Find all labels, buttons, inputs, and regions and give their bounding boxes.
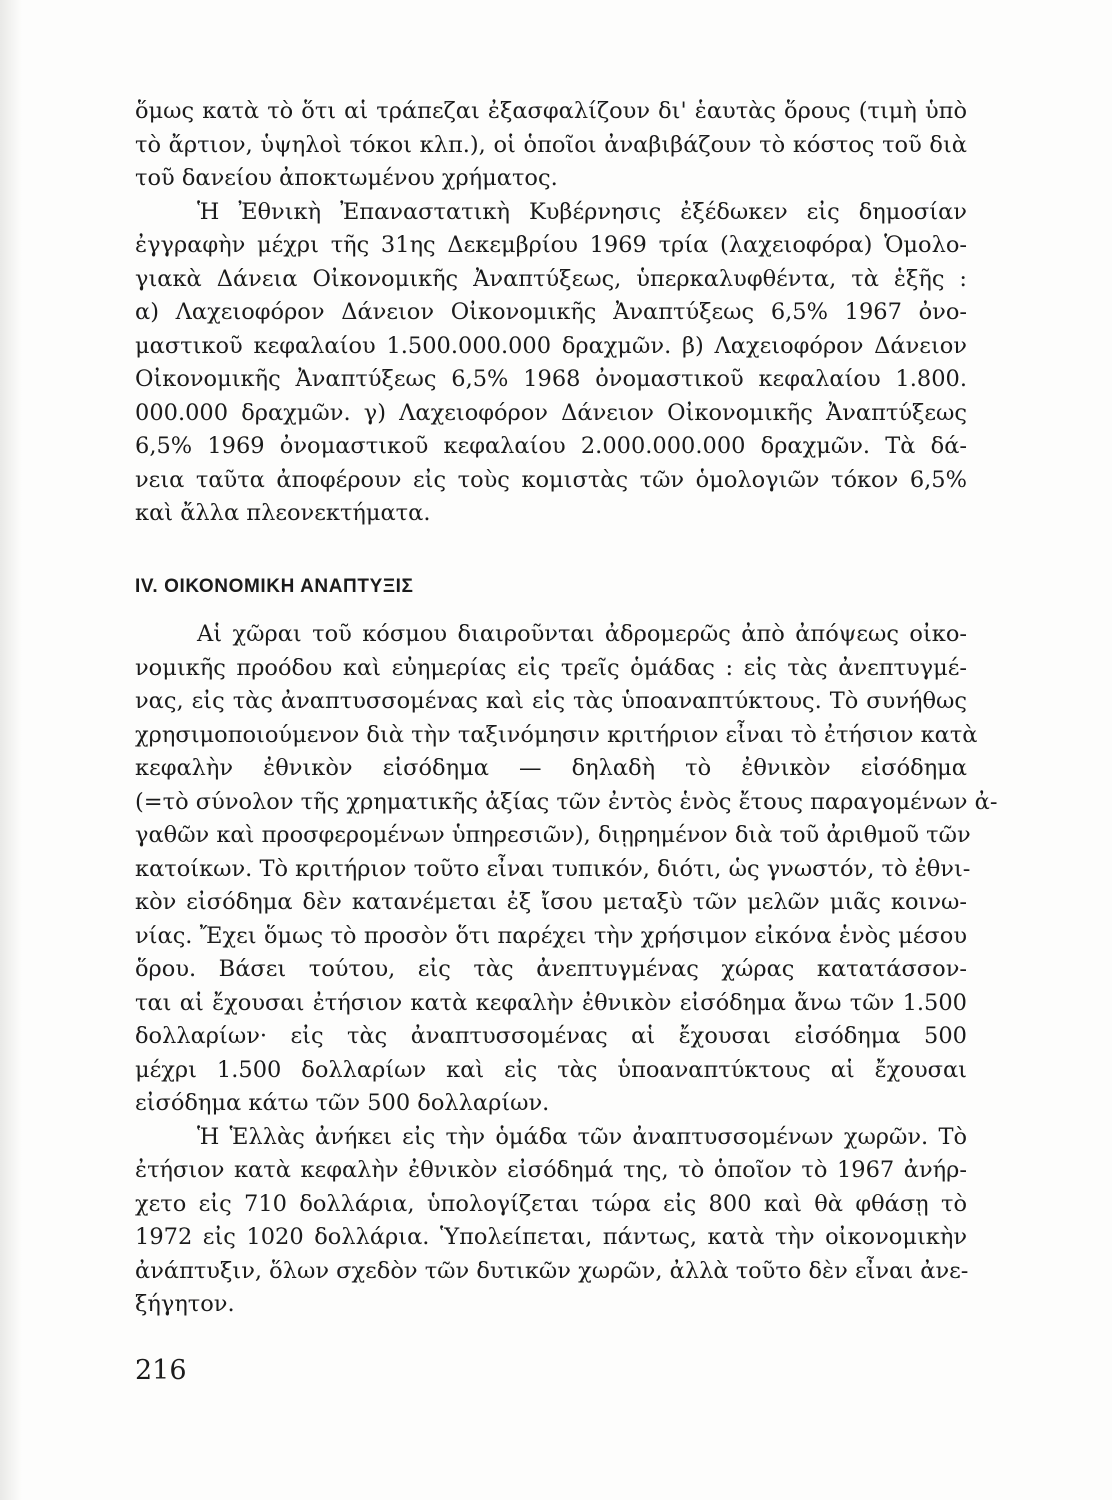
section-heading: IV. ΟΙΚΟΝΟΜΙΚΗ ΑΝΑΠΤΥΞΙΣ	[135, 576, 414, 597]
text-line: ὅμως κατὰ τὸ ὅτι αἱ τράπεζαι ἐξασφαλίζουν δι' ἑαυτὰς ὅρους (τιμὴ ὑπὸ	[135, 98, 967, 124]
text-line: κεφαλὴν ἐθνικὸν εἰσόδημα — δηλαδὴ τὸ ἐθνικὸν εἰσόδημα	[135, 755, 967, 781]
text-line: νίας. Ἔχει ὅμως τὸ προσὸν ὅτι παρέχει τὴν χρήσιμον εἰκόνα ἑνὸς μέσου	[135, 922, 967, 949]
text-line: α) Λαχειοφόρον Δάνειον Οἰκονομικῆς Ἀναπτύξεως 6,5% 1967 ὀνο-	[135, 299, 967, 325]
body-text-bottom	[135, 618, 998, 1322]
text-line: ξήγητον.	[135, 1291, 235, 1317]
text-line: ται αἱ ἔχουσαι ἐτήσιον κατὰ κεφαλὴν ἐθνικὸν εἰσόδημα ἄνω τῶν 1.500	[135, 989, 967, 1016]
text-line: ἐγγραφὴν μέχρι τῆς 31ης Δεκεμβρίου 1969 τρία (λαχειοφόρα) Ὁμολο-	[135, 232, 967, 258]
paragraph-loans	[135, 196, 967, 531]
text-line: χρησιμοποιούμενον διὰ τὴν ταξινόμησιν κριτήριον εἶναι τὸ ἐτήσιον κατὰ	[135, 721, 978, 748]
text-line: Ἡ Ἐθνικὴ Ἐπαναστατικὴ Κυβέρνησις ἐξέδωκεν εἰς δημοσίαν	[197, 198, 967, 225]
text-line: μαστικοῦ κεφαλαίου 1.500.000.000 δραχμῶν. β) Λαχειοφόρον Δάνειον	[135, 332, 967, 359]
text-line: χετο εἰς 710 δολλάρια, ὑπολογίζεται τώρα εἰς 800 καὶ θὰ φθάσῃ τὸ	[135, 1190, 967, 1217]
text-line: (=τὸ σύνολον τῆς χρηματικῆς ἀξίας τῶν ἐντὸς ἑνὸς ἔτους παραγομένων ἀ-	[135, 788, 998, 815]
text-line: νομικῆς προόδου καὶ εὐημερίας εἰς τρεῖς ὁμάδας : εἰς τὰς ἀνεπτυγμέ-	[135, 654, 967, 681]
paragraph-continuation	[135, 95, 967, 196]
text-line: 000.000 δραχμῶν. γ) Λαχειοφόρον Δάνειον Οἰκονομικῆς Ἀναπτύξεως	[135, 399, 967, 426]
text-line: γιακὰ Δάνεια Οἰκονομικῆς Ἀναπτύξεως, ὑπερκαλυφθέντα, τὰ ἑξῆς :	[135, 265, 967, 292]
text-line: εἰσόδημα κάτω τῶν 500 δολλαρίων.	[135, 1090, 550, 1116]
text-line: δολλαρίων· εἰς τὰς ἀναπτυσσομένας αἱ ἔχουσαι εἰσόδημα 500	[135, 1023, 967, 1049]
paragraph-classification	[135, 618, 998, 1121]
text-line: Ἡ Ἑλλὰς ἀνήκει εἰς τὴν ὁμάδα τῶν ἀναπτυσσομένων χωρῶν. Τὸ	[197, 1123, 967, 1150]
text-line: Αἱ χῶραι τοῦ κόσμου διαιροῦνται ἀδρομερῶς ἀπὸ ἀπόψεως οἰκο-	[197, 621, 967, 647]
text-line: γαθῶν καὶ προσφερομένων ὑπηρεσιῶν), διῃρημένον διὰ τοῦ ἀριθμοῦ τῶν	[135, 822, 971, 848]
paragraph-greece	[135, 1121, 967, 1322]
text-line: κὸν εἰσόδημα δὲν κατανέμεται ἐξ ἴσου μεταξὺ τῶν μελῶν μιᾶς κοινω-	[135, 889, 967, 915]
text-line: 1972 εἰς 1020 δολλάρια. Ὑπολείπεται, πάντως, κατὰ τὴν οἰκονομικὴν	[135, 1224, 967, 1250]
text-line: κατοίκων. Τὸ κριτήριον τοῦτο εἶναι τυπικόν, διότι, ὡς γνωστόν, τὸ ἐθνι-	[135, 855, 971, 882]
text-line: τοῦ δανείου ἀποκτωμένου χρήματος.	[135, 165, 558, 191]
text-line: ὅρου. Βάσει τούτου, εἰς τὰς ἀνεπτυγμένας χώρας κατατάσσον-	[135, 956, 967, 982]
body-text-top	[135, 95, 967, 531]
text-line: νας, εἰς τὰς ἀναπτυσσομένας καὶ εἰς τὰς ὑποαναπτύκτους. Τὸ συνήθως	[135, 688, 967, 714]
text-line: καὶ ἄλλα πλεονεκτήματα.	[135, 500, 431, 526]
text-line: ἐτήσιον κατὰ κεφαλὴν ἐθνικὸν εἰσόδημά της, τὸ ὁποῖον τὸ 1967 ἀνήρ-	[135, 1157, 967, 1183]
text-line: τὸ ἄρτιον, ὑψηλοὶ τόκοι κλπ.), οἱ ὁποῖοι ἀναβιβάζουν τὸ κόστος τοῦ διὰ	[135, 131, 967, 158]
text-line: Οἰκονομικῆς Ἀναπτύξεως 6,5% 1968 ὀνομαστικοῦ κεφαλαίου 1.800.	[135, 366, 967, 392]
text-line: ἀνάπτυξιν, ὅλων σχεδὸν τῶν δυτικῶν χωρῶν, ἀλλὰ τοῦτο δὲν εἶναι ἀνε-	[135, 1257, 969, 1284]
text-line: νεια ταῦτα ἀποφέρουν εἰς τοὺς κομιστὰς τῶν ὁμολογιῶν τόκον 6,5%	[135, 466, 967, 493]
text-line: μέχρι 1.500 δολλαρίων καὶ εἰς τὰς ὑποαναπτύκτους αἱ ἔχουσαι	[135, 1056, 967, 1083]
page-number: 216	[135, 1355, 187, 1386]
text-line: 6,5% 1969 ὀνομαστικοῦ κεφαλαίου 2.000.000.000 δραχμῶν. Τὰ δά-	[135, 433, 967, 459]
